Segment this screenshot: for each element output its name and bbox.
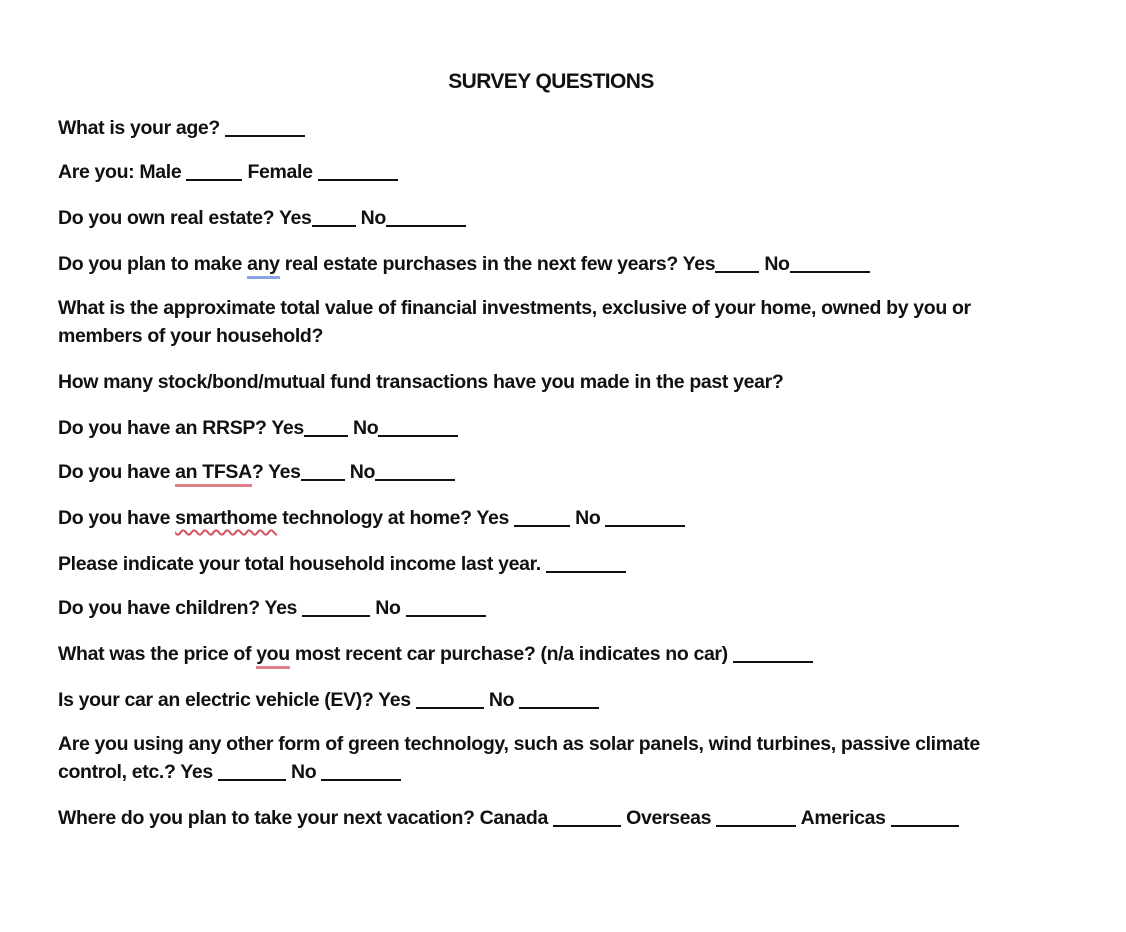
question-income <box>58 550 1058 578</box>
grammar-flag[interactable]: an TFSA <box>175 461 252 487</box>
option-label: No <box>360 207 386 229</box>
question-text: Please indicate your total household income last year. <box>58 553 541 575</box>
question-text: What is the approximate total value of financial investments, exclusive of your home, owned by you or members of your household? <box>58 297 971 347</box>
option-label: No <box>575 507 601 529</box>
question-ev <box>58 686 1058 714</box>
question-real-estate-plans <box>58 250 1058 278</box>
question-text: Do you have <box>58 507 171 529</box>
question-rrsp <box>58 414 1058 442</box>
question-text: technology at home? Yes <box>282 507 509 529</box>
question-text: ? Yes <box>251 461 301 483</box>
question-text: Do you have an RRSP? Yes <box>58 417 304 439</box>
answer-blank-yes[interactable] <box>312 206 356 227</box>
answer-blank-americas[interactable] <box>891 806 959 827</box>
question-gender <box>58 158 1058 186</box>
question-text: most recent car purchase? (n/a indicates no car) <box>294 643 728 665</box>
option-label: Female <box>247 161 313 183</box>
answer-blank-yes[interactable] <box>514 506 570 527</box>
option-label: No <box>349 461 376 483</box>
question-tfsa <box>58 458 1058 486</box>
question-children <box>58 594 1058 622</box>
question-text: What was the price of <box>58 643 252 665</box>
answer-blank-yes[interactable] <box>301 460 345 481</box>
answer-blank-yes[interactable] <box>304 416 348 437</box>
page-title: SURVEY QUESTIONS <box>448 70 654 93</box>
answer-blank-no[interactable] <box>790 252 870 273</box>
answer-blank-female[interactable] <box>318 160 398 181</box>
question-text: Is your car an electric vehicle (EV)? Yes <box>58 689 411 711</box>
option-label: No <box>290 761 317 783</box>
answer-blank-no[interactable] <box>406 596 486 617</box>
question-real-estate <box>58 204 1058 232</box>
question-investments <box>58 294 1048 350</box>
question-text: Do you have children? Yes <box>58 597 298 619</box>
answer-blank-no[interactable] <box>386 206 466 227</box>
answer-blank-no[interactable] <box>378 416 458 437</box>
question-text: Do you plan to make <box>58 253 243 275</box>
spelling-flag[interactable]: smarthome <box>175 507 278 529</box>
answer-blank-no[interactable] <box>519 688 599 709</box>
question-text: How many stock/bond/mutual fund transactions have you made in the past year? <box>58 371 784 393</box>
answer-blank-no[interactable] <box>375 460 455 481</box>
option-label: Americas <box>800 807 886 829</box>
question-text: What is your age? <box>58 117 220 139</box>
answer-blank[interactable] <box>546 552 626 573</box>
question-text: Do you have <box>58 461 171 483</box>
grammar-flag[interactable]: any <box>247 253 280 279</box>
question-text: Do you own real estate? Yes <box>58 207 312 229</box>
answer-blank-yes[interactable] <box>715 252 759 273</box>
question-text: Are you using any other form of green technology, such as solar panels, wind turbines, passive climate control, etc.? Yes <box>58 733 980 783</box>
option-label: No <box>764 253 790 275</box>
answer-blank-no[interactable] <box>321 760 401 781</box>
option-label: No <box>353 417 379 439</box>
question-text: Where do you plan to take your next vacation? Canada <box>58 807 548 829</box>
answer-blank-canada[interactable] <box>553 806 621 827</box>
option-label: Overseas <box>626 807 712 829</box>
question-text: real estate purchases in the next few years? Yes <box>284 253 716 275</box>
question-car-price <box>58 640 1058 668</box>
option-label: No <box>488 689 515 711</box>
answer-blank-yes[interactable] <box>218 760 286 781</box>
answer-blank-no[interactable] <box>605 506 685 527</box>
grammar-flag[interactable]: you <box>256 643 290 669</box>
question-text: Are you: Male <box>58 161 182 183</box>
answer-blank[interactable] <box>733 642 813 663</box>
answer-blank-male[interactable] <box>186 160 242 181</box>
answer-blank[interactable] <box>225 116 305 137</box>
question-vacation <box>58 804 1058 832</box>
answer-blank-yes[interactable] <box>416 688 484 709</box>
question-green-tech <box>58 730 1048 786</box>
answer-blank-yes[interactable] <box>302 596 370 617</box>
question-age <box>58 114 1058 142</box>
answer-blank-overseas[interactable] <box>716 806 796 827</box>
option-label: No <box>375 597 401 619</box>
question-transactions <box>58 368 1058 396</box>
question-smarthome <box>58 504 1058 532</box>
